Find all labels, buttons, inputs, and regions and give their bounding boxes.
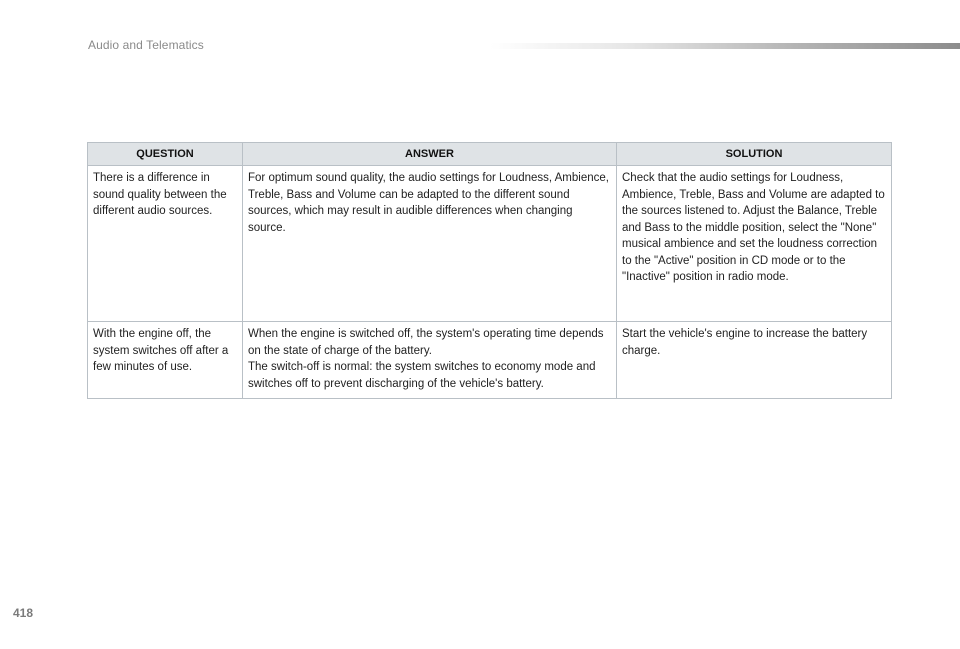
- question-cell: There is a difference in sound quality between the different audio sources.: [88, 166, 243, 322]
- column-header-question: QUESTION: [88, 143, 243, 166]
- solution-cell: Check that the audio settings for Loudness, Ambience, Treble, Bass and Volume are adapted to the sources listened to. Adjust the Balance, Treble and Bass to the middle position, select the "None" musical ambience and set the loudness correction to the "Active" position in CD mode or to the "Inactive" position in radio mode.: [617, 166, 892, 322]
- section-title: Audio and Telematics: [88, 38, 204, 52]
- table-row: [88, 322, 892, 399]
- table-header-row: [88, 143, 892, 166]
- column-header-answer: ANSWER: [243, 143, 617, 166]
- page-number: 418: [13, 606, 34, 620]
- answer-text: For optimum sound quality, the audio settings for Loudness, Ambience, Treble, Bass and Volume can be adapted to the different sound sources, which may result in audible differences when changing source.: [248, 172, 609, 234]
- answer-cell: [243, 322, 617, 399]
- faq-table: [87, 142, 892, 399]
- answer-text: The switch-off is normal: the system switches to economy mode and switches off to prevent discharging of the vehicle's battery.: [248, 361, 596, 390]
- answer-cell: [243, 166, 617, 322]
- table-row: [88, 166, 892, 322]
- solution-cell: Start the vehicle's engine to increase the battery charge.: [617, 322, 892, 399]
- answer-text: When the engine is switched off, the system's operating time depends on the state of charge of the battery.: [248, 328, 604, 357]
- question-cell: With the engine off, the system switches off after a few minutes of use.: [88, 322, 243, 399]
- header-gradient-bar: [490, 43, 960, 49]
- column-header-solution: SOLUTION: [617, 143, 892, 166]
